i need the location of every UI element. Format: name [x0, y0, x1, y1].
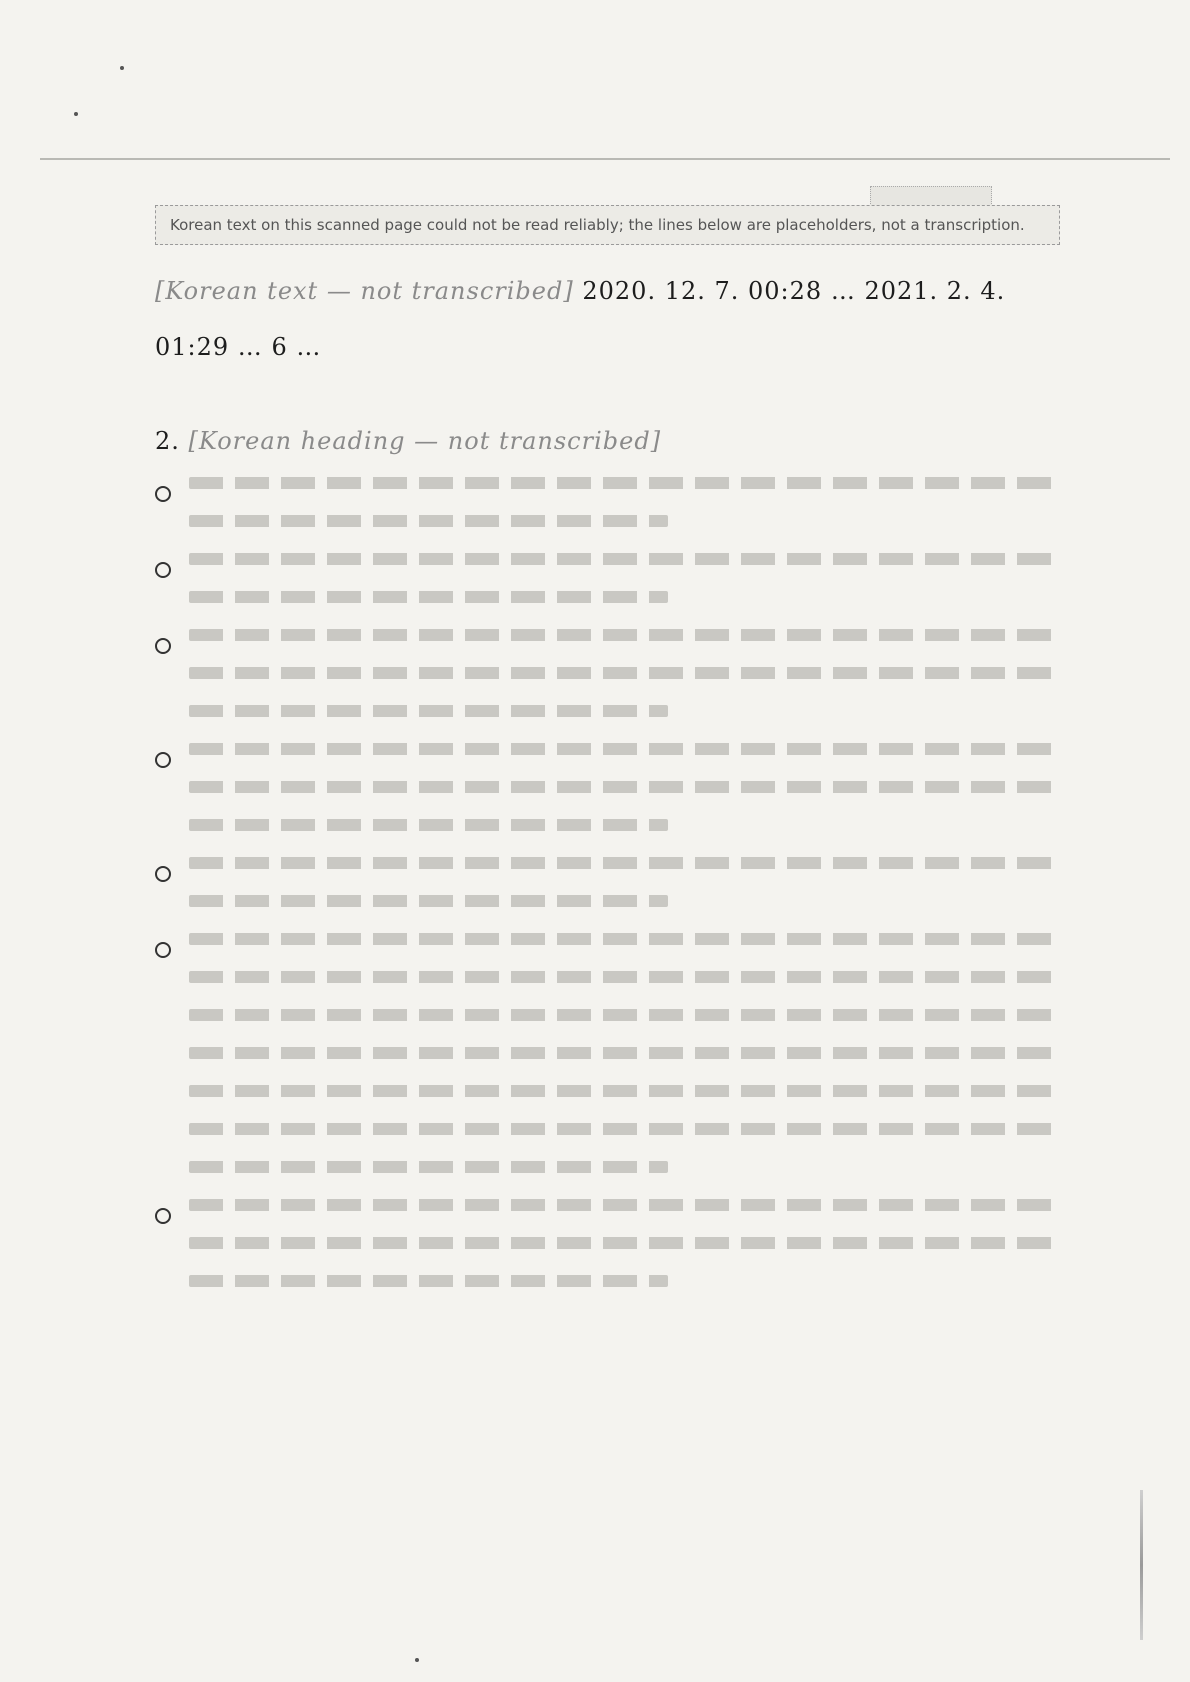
untranscribed-line: [189, 1199, 1060, 1211]
reason-item: [155, 1199, 1060, 1287]
reason-item: [155, 933, 1060, 1173]
scan-edge-mark: [1140, 1490, 1143, 1640]
transcription-notice: Korean text on this scanned page could not be read reliably; the lines below are placeholders, not a transcription.: [155, 205, 1060, 245]
untranscribed-line: [189, 553, 1060, 565]
untranscribed-line: [189, 933, 1060, 945]
untranscribed-line: [189, 1123, 1060, 1135]
reason-item: [155, 857, 1060, 907]
reason-item: [155, 477, 1060, 527]
intro-paragraph: [155, 263, 1060, 375]
reason-item: [155, 629, 1060, 717]
document-body: [155, 205, 1060, 1313]
intro-line-1: [Korean text — not transcribed] 2020. 12. 7. 00:28 … 2021. 2. 4. 01:29 … 6 …: [155, 277, 1006, 361]
section-heading: [155, 427, 1060, 455]
untranscribed-line: [189, 1161, 668, 1173]
section-title: [Korean heading — not transcribed]: [188, 427, 662, 455]
reason-item: [155, 553, 1060, 603]
untranscribed-line: [189, 629, 1060, 641]
untranscribed-line: [189, 1047, 1060, 1059]
circle-bullet-icon: [155, 1208, 171, 1224]
intro-date-end: 2021. 2. 4. 01:29: [155, 277, 1006, 361]
untranscribed-line: [189, 705, 668, 717]
reason-item: [155, 743, 1060, 831]
untranscribed-line: [189, 781, 1060, 793]
circle-bullet-icon: [155, 752, 171, 768]
scan-speck: [415, 1658, 419, 1662]
untranscribed-line: [189, 743, 1060, 755]
circle-bullet-icon: [155, 486, 171, 502]
untranscribed-line: [189, 591, 668, 603]
untranscribed-line: [189, 971, 1060, 983]
untranscribed-line: [189, 857, 1060, 869]
scan-edge-rule: [40, 158, 1170, 160]
circle-bullet-icon: [155, 866, 171, 882]
untranscribed-line: [189, 1275, 668, 1287]
untranscribed-line: [189, 515, 668, 527]
untranscribed-line: [189, 1009, 1060, 1021]
intro-unclear-text: [Korean text — not transcribed]: [155, 277, 574, 305]
untranscribed-line: [189, 1085, 1060, 1097]
circle-bullet-icon: [155, 562, 171, 578]
intro-count: 6: [271, 333, 288, 361]
untranscribed-line: [189, 477, 1060, 489]
untranscribed-line: [189, 895, 668, 907]
untranscribed-line: [189, 819, 668, 831]
reason-list: [155, 477, 1060, 1287]
section-number: 2.: [155, 427, 180, 455]
circle-bullet-icon: [155, 942, 171, 958]
scan-speck: [120, 66, 124, 70]
intro-date-start: 2020. 12. 7. 00:28: [582, 277, 823, 305]
untranscribed-line: [189, 1237, 1060, 1249]
untranscribed-line: [189, 667, 1060, 679]
scan-speck: [74, 112, 78, 116]
circle-bullet-icon: [155, 638, 171, 654]
